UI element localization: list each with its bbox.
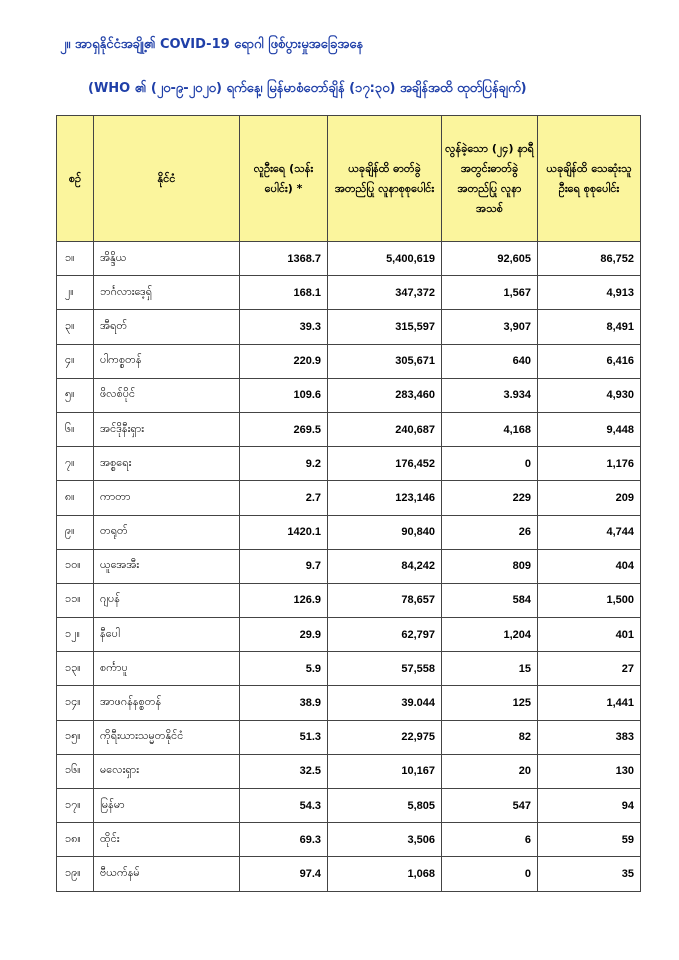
cell-new-cases: 1,567	[442, 276, 538, 310]
cell-new-cases: 584	[442, 583, 538, 617]
cell-new-cases: 15	[442, 652, 538, 686]
cell-country: မြန်မာ	[94, 789, 240, 823]
cell-confirmed: 39.044	[328, 686, 442, 720]
table-row	[57, 242, 641, 276]
cell-deaths: 130	[538, 754, 641, 788]
cell-new-cases: 3.934	[442, 378, 538, 412]
header-confirmed: ယခုချိန်ထိ ဓာတ်ခွဲအတည်ပြု လူနာစုစုပေါင်း	[328, 116, 442, 242]
cell-country: အာဖဂန်နစ္စတန်	[94, 686, 240, 720]
cell-population: 38.9	[240, 686, 328, 720]
cell-population: 69.3	[240, 823, 328, 857]
cell-sr: ၄။	[57, 344, 94, 378]
cell-country: မလေးရှား	[94, 754, 240, 788]
cell-new-cases: 809	[442, 549, 538, 583]
cell-country: ဖိလစ်ပိုင်	[94, 378, 240, 412]
cell-new-cases: 1,204	[442, 618, 538, 652]
cell-sr: ၁၃။	[57, 652, 94, 686]
cell-confirmed: 78,657	[328, 583, 442, 617]
cell-population: 54.3	[240, 789, 328, 823]
cell-confirmed: 62,797	[328, 618, 442, 652]
header-new-cases: လွန်ခဲ့သော (၂၄) နာရီ အတွင်းဓာတ်ခွဲ အတည်ပြု လူနာအသစ်	[442, 116, 538, 242]
cell-deaths: 86,752	[538, 242, 641, 276]
cell-confirmed: 240,687	[328, 412, 442, 446]
cell-population: 9.2	[240, 447, 328, 481]
cell-country: ပါကစ္စတန်	[94, 344, 240, 378]
cell-confirmed: 347,372	[328, 276, 442, 310]
cell-deaths: 4,930	[538, 378, 641, 412]
table-row	[57, 583, 641, 617]
cell-confirmed: 1,068	[328, 857, 442, 891]
cell-sr: ၂။	[57, 276, 94, 310]
cell-sr: ၁၀။	[57, 549, 94, 583]
cell-deaths: 4,744	[538, 515, 641, 549]
cell-population: 220.9	[240, 344, 328, 378]
cell-country: ကာတာ	[94, 481, 240, 515]
cell-deaths: 6,416	[538, 344, 641, 378]
cell-sr: ၁၅။	[57, 720, 94, 754]
cell-country: နီပေါ	[94, 618, 240, 652]
header-deaths: ယခုချိန်ထိ သေဆုံးသူဦးရေ စုစုပေါင်း	[538, 116, 641, 242]
cell-country: ဘင်္ဂလားဒေ့ရှ်	[94, 276, 240, 310]
cell-new-cases: 0	[442, 857, 538, 891]
header-population: လူဦးရေ (သန်းပေါင်း) *	[240, 116, 328, 242]
cell-sr: ၅။	[57, 378, 94, 412]
cell-population: 168.1	[240, 276, 328, 310]
cell-country: ဂျပန်	[94, 583, 240, 617]
table-row	[57, 720, 641, 754]
cell-population: 97.4	[240, 857, 328, 891]
cell-confirmed: 305,671	[328, 344, 442, 378]
cell-new-cases: 547	[442, 789, 538, 823]
table-row	[57, 276, 641, 310]
cell-sr: ၁၁။	[57, 583, 94, 617]
cell-country: အီရတ်	[94, 310, 240, 344]
cell-confirmed: 57,558	[328, 652, 442, 686]
cell-sr: ၉။	[57, 515, 94, 549]
cell-deaths: 59	[538, 823, 641, 857]
cell-sr: ၁၈။	[57, 823, 94, 857]
table-row	[57, 789, 641, 823]
cell-confirmed: 176,452	[328, 447, 442, 481]
covid-table	[56, 115, 641, 892]
cell-deaths: 35	[538, 857, 641, 891]
cell-deaths: 8,491	[538, 310, 641, 344]
cell-deaths: 404	[538, 549, 641, 583]
cell-deaths: 1,500	[538, 583, 641, 617]
cell-country: ထိုင်း	[94, 823, 240, 857]
header-country: နိုင်ငံ	[94, 116, 240, 242]
cell-new-cases: 92,605	[442, 242, 538, 276]
cell-sr: ၆။	[57, 412, 94, 446]
cell-sr: ၁၂။	[57, 618, 94, 652]
table-row	[57, 344, 641, 378]
cell-confirmed: 22,975	[328, 720, 442, 754]
cell-sr: ၃။	[57, 310, 94, 344]
cell-new-cases: 229	[442, 481, 538, 515]
cell-deaths: 1,176	[538, 447, 641, 481]
document-title: ၂။ အာရှနိုင်ငံအချို့၏ COVID-19 ရောဂါ ဖြစ်ပွားမှုအခြေအနေ	[60, 37, 364, 52]
cell-country: ယူအေအီး	[94, 549, 240, 583]
cell-sr: ၁။	[57, 242, 94, 276]
cell-confirmed: 5,400,619	[328, 242, 442, 276]
table-row	[57, 652, 641, 686]
cell-new-cases: 26	[442, 515, 538, 549]
cell-population: 1368.7	[240, 242, 328, 276]
cell-new-cases: 82	[442, 720, 538, 754]
cell-new-cases: 6	[442, 823, 538, 857]
table-header-row	[57, 116, 641, 242]
table-row	[57, 515, 641, 549]
cell-deaths: 383	[538, 720, 641, 754]
cell-confirmed: 3,506	[328, 823, 442, 857]
cell-population: 269.5	[240, 412, 328, 446]
cell-confirmed: 10,167	[328, 754, 442, 788]
cell-confirmed: 315,597	[328, 310, 442, 344]
cell-country: အင်ဒိုနီးရှား	[94, 412, 240, 446]
cell-population: 29.9	[240, 618, 328, 652]
table-row	[57, 823, 641, 857]
table-row	[57, 447, 641, 481]
cell-country: ဗီယက်နမ်	[94, 857, 240, 891]
cell-country: ကိုရီးယားသမ္မတနိုင်ငံ	[94, 720, 240, 754]
table-row	[57, 857, 641, 891]
cell-deaths: 401	[538, 618, 641, 652]
cell-country: အိန္ဒိယ	[94, 242, 240, 276]
cell-deaths: 1,441	[538, 686, 641, 720]
cell-sr: ၇။	[57, 447, 94, 481]
document-subtitle: (WHO ၏ (၂၀-၉-၂၀၂၀) ရက်နေ့၊ မြန်မာစံတော်ချိန် (၁၇:၃၀) အချိန်အထိ ထုတ်ပြန်ချက်)	[88, 81, 527, 96]
cell-sr: ၁၄။	[57, 686, 94, 720]
cell-sr: ၈။	[57, 481, 94, 515]
cell-country: အစ္စရေး	[94, 447, 240, 481]
cell-new-cases: 4,168	[442, 412, 538, 446]
table-row	[57, 481, 641, 515]
cell-sr: ၁၇။	[57, 789, 94, 823]
cell-deaths: 209	[538, 481, 641, 515]
cell-deaths: 4,913	[538, 276, 641, 310]
cell-population: 5.9	[240, 652, 328, 686]
cell-population: 9.7	[240, 549, 328, 583]
table-row	[57, 618, 641, 652]
cell-new-cases: 640	[442, 344, 538, 378]
cell-new-cases: 125	[442, 686, 538, 720]
table-row	[57, 310, 641, 344]
table-row	[57, 754, 641, 788]
cell-deaths: 27	[538, 652, 641, 686]
cell-country: စင်္ကာပူ	[94, 652, 240, 686]
cell-country: တရုတ်	[94, 515, 240, 549]
header-sr: စဉ်	[57, 116, 94, 242]
cell-deaths: 9,448	[538, 412, 641, 446]
table-row	[57, 686, 641, 720]
cell-deaths: 94	[538, 789, 641, 823]
cell-confirmed: 5,805	[328, 789, 442, 823]
cell-confirmed: 283,460	[328, 378, 442, 412]
cell-sr: ၁၉။	[57, 857, 94, 891]
cell-sr: ၁၆။	[57, 754, 94, 788]
cell-population: 1420.1	[240, 515, 328, 549]
cell-confirmed: 84,242	[328, 549, 442, 583]
cell-population: 32.5	[240, 754, 328, 788]
cell-population: 109.6	[240, 378, 328, 412]
cell-population: 2.7	[240, 481, 328, 515]
cell-population: 126.9	[240, 583, 328, 617]
cell-confirmed: 123,146	[328, 481, 442, 515]
cell-population: 39.3	[240, 310, 328, 344]
table-row	[57, 378, 641, 412]
table-row	[57, 549, 641, 583]
cell-new-cases: 0	[442, 447, 538, 481]
cell-population: 51.3	[240, 720, 328, 754]
table-row	[57, 412, 641, 446]
cell-confirmed: 90,840	[328, 515, 442, 549]
cell-new-cases: 3,907	[442, 310, 538, 344]
cell-new-cases: 20	[442, 754, 538, 788]
